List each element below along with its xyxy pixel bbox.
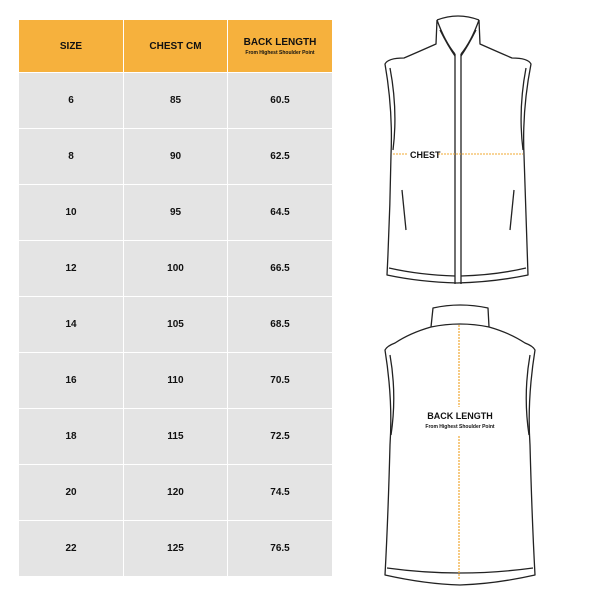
chest-cell: 90	[124, 129, 228, 185]
vest-front-diagram	[380, 12, 550, 294]
table-header-row	[19, 20, 333, 73]
chest-cell: 85	[124, 73, 228, 129]
table-row	[19, 129, 333, 185]
size-cell: 14	[19, 297, 124, 353]
size-cell: 16	[19, 353, 124, 409]
vest-front-illustration	[380, 12, 550, 294]
size-cell: 10	[19, 185, 124, 241]
chest-cell: 125	[124, 521, 228, 577]
table-row	[19, 353, 333, 409]
vest-back-diagram	[378, 300, 546, 592]
back-length-cell: 74.5	[228, 465, 333, 521]
chest-cell: 120	[124, 465, 228, 521]
back-length-cell: 72.5	[228, 409, 333, 465]
size-chart-table	[18, 19, 333, 577]
back-length-cell: 66.5	[228, 241, 333, 297]
vest-back-illustration	[378, 300, 546, 592]
header-back-length: BACK LENGTH From Highest Shoulder Point	[228, 20, 333, 73]
back-length-cell: 76.5	[228, 521, 333, 577]
header-chest: CHEST CM	[124, 20, 228, 73]
chest-cell: 115	[124, 409, 228, 465]
size-cell: 18	[19, 409, 124, 465]
size-cell: 6	[19, 73, 124, 129]
back-length-cell: 62.5	[228, 129, 333, 185]
size-cell: 12	[19, 241, 124, 297]
back-length-cell: 68.5	[228, 297, 333, 353]
table-row	[19, 241, 333, 297]
chest-cell: 110	[124, 353, 228, 409]
table-row	[19, 409, 333, 465]
back-length-subtitle: From Highest Shoulder Point	[425, 424, 495, 430]
table-row	[19, 185, 333, 241]
chest-cell: 100	[124, 241, 228, 297]
chest-label: CHEST	[410, 150, 441, 160]
back-length-label: BACK LENGTH	[427, 411, 493, 421]
back-length-cell: 64.5	[228, 185, 333, 241]
table-row	[19, 73, 333, 129]
chest-cell: 95	[124, 185, 228, 241]
back-length-cell: 70.5	[228, 353, 333, 409]
table-row	[19, 297, 333, 353]
size-cell: 8	[19, 129, 124, 185]
header-back-length-subtitle: From Highest Shoulder Point	[245, 49, 315, 56]
table-row	[19, 465, 333, 521]
size-cell: 22	[19, 521, 124, 577]
size-cell: 20	[19, 465, 124, 521]
table-row	[19, 521, 333, 577]
header-size: SIZE	[19, 20, 124, 73]
chest-cell: 105	[124, 297, 228, 353]
back-length-cell: 60.5	[228, 73, 333, 129]
